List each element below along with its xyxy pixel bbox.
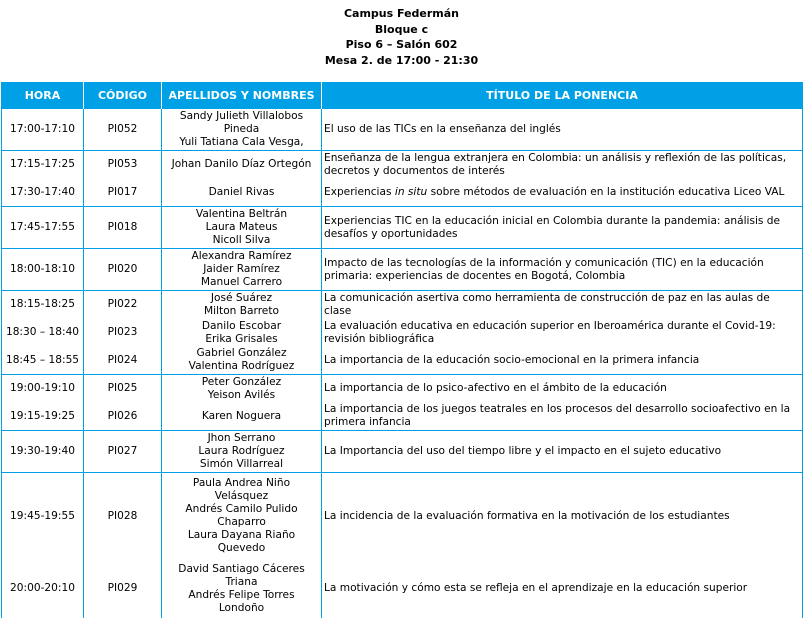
table-row bbox=[2, 291, 803, 319]
titulo-cell: Impacto de las tecnologías de la información y comunicación (TIC) en la educación primaria: experiencias de docentes en Bogotá, Colombia bbox=[322, 249, 803, 291]
hora-cell: 17:00-17:10 bbox=[2, 109, 84, 151]
author-name: Erika Grisales bbox=[205, 332, 278, 345]
nombres-cell bbox=[162, 473, 322, 560]
table-row bbox=[2, 207, 803, 249]
table-row bbox=[2, 249, 803, 291]
codigo-cell: PI023 bbox=[84, 319, 162, 347]
titulo-cell: La importancia de los juegos teatrales en los procesos del desarrollo socioafectivo en la primera infancia bbox=[322, 403, 803, 431]
author-name: Yeison Avilés bbox=[207, 388, 276, 401]
table-row bbox=[2, 319, 803, 347]
title-italic-text: in situ bbox=[394, 185, 428, 198]
author-name: Milton Barreto bbox=[204, 304, 279, 317]
titulo-cell bbox=[322, 179, 803, 207]
column-header-nombres: APELLIDOS Y NOMBRES bbox=[162, 82, 322, 109]
table-row bbox=[2, 375, 803, 403]
table-row bbox=[2, 179, 803, 207]
author-name: Pineda bbox=[223, 123, 260, 135]
hora-cell: 17:15-17:25 bbox=[2, 151, 84, 179]
author-name: Laura Dayana Riaño bbox=[187, 529, 296, 542]
nombres-cell bbox=[162, 249, 322, 291]
nombres-cell bbox=[162, 109, 322, 151]
codigo-cell: PI025 bbox=[84, 375, 162, 403]
hora-cell: 19:15-19:25 bbox=[2, 403, 84, 431]
nombres-cell bbox=[162, 179, 322, 207]
hora-cell: 17:30-17:40 bbox=[2, 179, 84, 207]
codigo-cell: PI027 bbox=[84, 431, 162, 473]
author-name: Valentina Rodríguez bbox=[188, 360, 295, 373]
author-name: Alexandra Ramírez bbox=[191, 250, 292, 262]
author-name: Gabriel González bbox=[196, 347, 287, 360]
codigo-cell: PI018 bbox=[84, 207, 162, 249]
titulo-cell: La comunicación asertiva como herramienta de construcción de paz en las aulas de clase bbox=[322, 291, 803, 319]
author-name: Danilo Escobar bbox=[201, 319, 282, 332]
author-name: Quevedo bbox=[217, 542, 266, 555]
title-text: sobre métodos de evaluación en la institución educativa Liceo VAL bbox=[427, 185, 785, 198]
hora-cell: 18:15-18:25 bbox=[2, 291, 84, 319]
table-row bbox=[2, 473, 803, 560]
nombres-cell bbox=[162, 207, 322, 249]
title-text: Experiencias bbox=[324, 185, 395, 198]
titulo-cell: Enseñanza de la lengua extranjera en Colombia: un análisis y reflexión de las políticas, decretos y documentos de interés bbox=[322, 151, 803, 179]
table-header-row bbox=[2, 82, 803, 109]
piso-title: Piso 6 – Salón 602 bbox=[345, 38, 458, 51]
author-name: David Santiago Cáceres bbox=[178, 562, 305, 575]
codigo-cell: PI026 bbox=[84, 403, 162, 431]
nombres-cell bbox=[162, 319, 322, 347]
table-row bbox=[2, 151, 803, 179]
hora-cell: 18:30 – 18:40 bbox=[2, 319, 84, 347]
author-name: Paula Andrea Niño bbox=[192, 477, 291, 490]
codigo-cell: PI024 bbox=[84, 347, 162, 375]
codigo-cell: PI020 bbox=[84, 249, 162, 291]
author-name: Chaparro bbox=[217, 516, 266, 529]
codigo-cell: PI022 bbox=[84, 291, 162, 319]
codigo-cell: PI052 bbox=[84, 109, 162, 151]
author-name: Jhon Serrano bbox=[207, 432, 276, 444]
hora-cell: 18:00-18:10 bbox=[2, 249, 84, 291]
titulo-cell: La Importancia del uso del tiempo libre y el impacto en el sujeto educativo bbox=[322, 431, 803, 473]
hora-cell: 17:45-17:55 bbox=[2, 207, 84, 249]
titulo-cell: La motivación y cómo esta se refleja en el aprendizaje en la educación superior bbox=[322, 560, 803, 618]
column-header-titulo: TÍTULO DE LA PONENCIA bbox=[322, 82, 803, 109]
nombres-cell bbox=[162, 431, 322, 473]
author-name: Daniel Rivas bbox=[208, 185, 275, 198]
author-name: Yuli Tatiana Cala Vesga, bbox=[179, 136, 304, 148]
hora-cell: 19:00-19:10 bbox=[2, 375, 84, 403]
nombres-cell bbox=[162, 560, 322, 618]
hora-cell: 20:00-20:10 bbox=[2, 560, 84, 618]
titulo-cell: Experiencias TIC en la educación inicial en Colombia durante la pandemia: análisis de desafíos y oportunidades bbox=[322, 207, 803, 249]
titulo-cell: La importancia de la educación socio-emocional en la primera infancia bbox=[322, 347, 803, 375]
nombres-cell bbox=[162, 375, 322, 403]
campus-title: Campus Federmán bbox=[343, 7, 460, 20]
author-name: Triana bbox=[225, 575, 258, 588]
author-name: Velásquez bbox=[214, 490, 269, 503]
author-name: Karen Noguera bbox=[201, 409, 282, 422]
table-row bbox=[2, 560, 803, 618]
author-name: Andrés Felipe Torres bbox=[188, 588, 295, 601]
titulo-cell: La importancia de lo psico-afectivo en el ámbito de la educación bbox=[322, 375, 803, 403]
table-row bbox=[2, 431, 803, 473]
author-name: Laura Rodríguez bbox=[198, 445, 285, 457]
nombres-cell bbox=[162, 347, 322, 375]
codigo-cell: PI028 bbox=[84, 473, 162, 560]
nombres-cell bbox=[162, 151, 322, 179]
titulo-cell: El uso de las TICs en la enseñanza del inglés bbox=[322, 109, 803, 151]
titulo-cell: La incidencia de la evaluación formativa en la motivación de los estudiantes bbox=[322, 473, 803, 560]
event-header bbox=[0, 6, 803, 68]
column-header-hora: HORA bbox=[2, 82, 84, 109]
author-name: Johan Danilo Díaz Ortegón bbox=[171, 158, 312, 171]
table-row bbox=[2, 403, 803, 431]
author-name: Jaider Ramírez bbox=[203, 263, 280, 275]
author-name: Andrés Camilo Pulido bbox=[185, 503, 298, 516]
author-name: Simón Villarreal bbox=[199, 458, 284, 470]
nombres-cell bbox=[162, 403, 322, 431]
column-header-codigo: CÓDIGO bbox=[84, 82, 162, 109]
schedule-table bbox=[1, 82, 803, 618]
author-name: Laura Mateus bbox=[205, 221, 278, 233]
author-name: José Suárez bbox=[210, 291, 273, 304]
mesa-title: Mesa 2. de 17:00 - 21:30 bbox=[324, 53, 479, 67]
author-name: Peter González bbox=[201, 375, 282, 388]
table-row bbox=[2, 109, 803, 151]
codigo-cell: PI017 bbox=[84, 179, 162, 207]
hora-cell: 19:30-19:40 bbox=[2, 431, 84, 473]
table-row bbox=[2, 347, 803, 375]
author-name: Valentina Beltrán bbox=[195, 208, 288, 220]
author-name: Nicoll Silva bbox=[212, 234, 271, 246]
author-name: Sandy Julieth Villalobos bbox=[179, 110, 304, 122]
hora-cell: 19:45-19:55 bbox=[2, 473, 84, 560]
author-name: Manuel Carrero bbox=[200, 276, 283, 288]
titulo-cell: La evaluación educativa en educación superior en Iberoamérica durante el Covid-19: revisión bibliográfica bbox=[322, 319, 803, 347]
codigo-cell: PI029 bbox=[84, 560, 162, 618]
hora-cell: 18:45 – 18:55 bbox=[2, 347, 84, 375]
bloque-title: Bloque c bbox=[374, 22, 429, 36]
author-name: Londoño bbox=[218, 601, 265, 614]
codigo-cell: PI053 bbox=[84, 151, 162, 179]
nombres-cell bbox=[162, 291, 322, 319]
